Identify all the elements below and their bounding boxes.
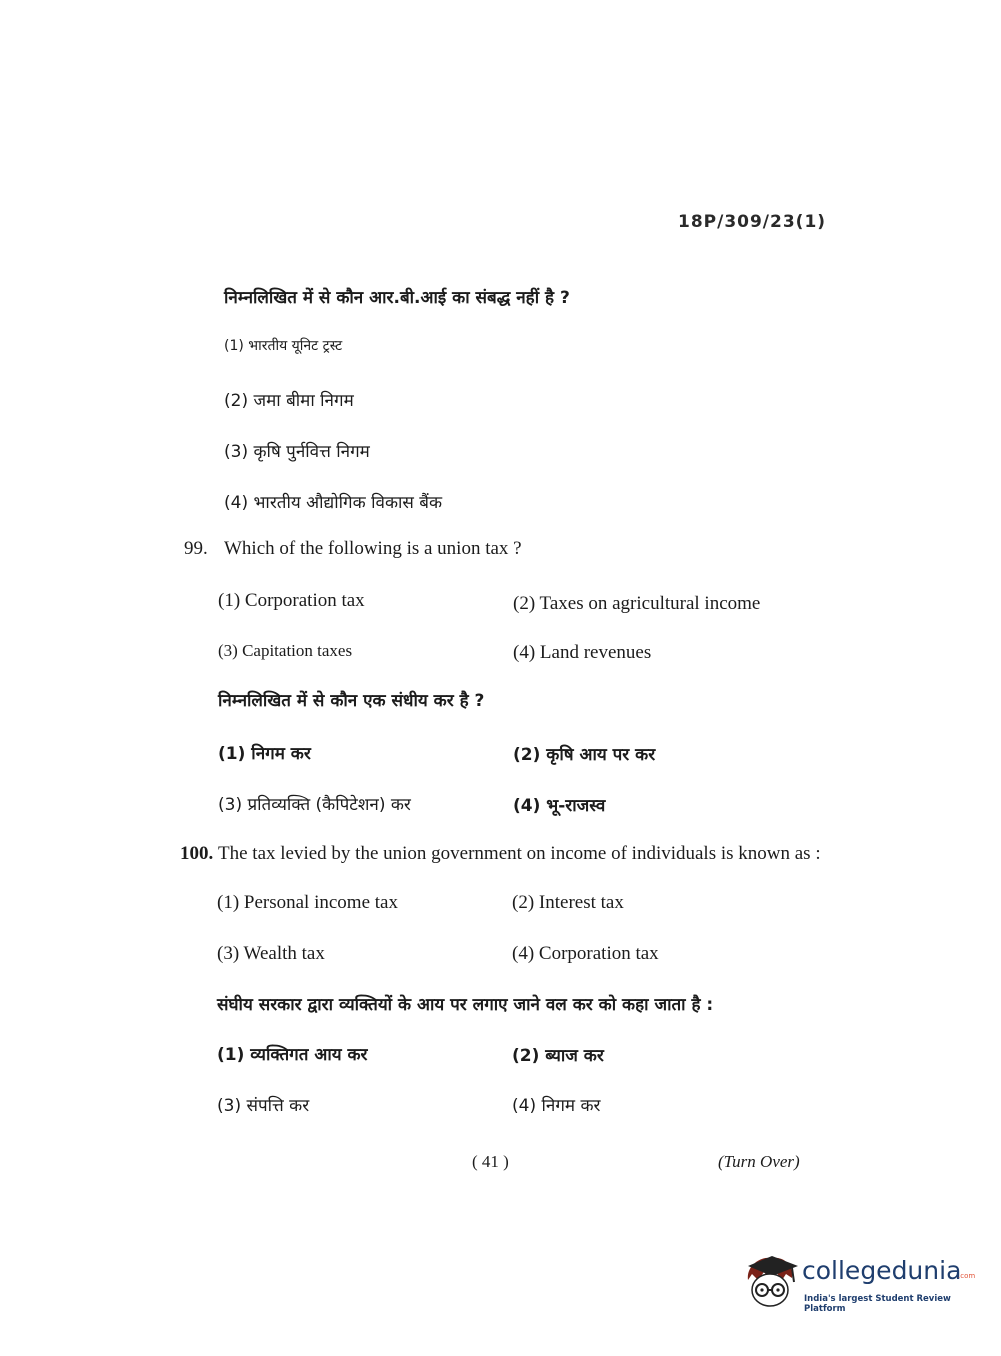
- q99-option-3: (3) Capitation taxes: [218, 641, 353, 660]
- q100-option-2: (2) Interest tax: [512, 892, 624, 913]
- brand-name: collegedunia: [802, 1256, 962, 1285]
- paper-code: 18P/309/23(1): [678, 212, 827, 232]
- q100-hindi-text: संघीय सरकार द्वारा व्यक्तियों के आय पर लगाए जाने वल कर को कहा जाता है :: [217, 995, 714, 1015]
- q98-hindi-text: निम्नलिखित में से कौन आर.बी.आई का संबद्ध नहीं है ?: [224, 288, 570, 308]
- q98-hindi-option-2: (2) जमा बीमा निगम: [224, 391, 354, 411]
- q99-hindi-option-3: (3) प्रतिव्यक्ति (कैपिटेशन) कर: [218, 795, 411, 815]
- brand-dotcom: .com: [958, 1272, 976, 1280]
- q99-text: Which of the following is a union tax ?: [224, 538, 522, 559]
- collegedunia-watermark: [742, 1250, 982, 1320]
- q99-number: 99.: [184, 538, 208, 559]
- q100-option-3: (3) Wealth tax: [217, 943, 325, 964]
- q99-hindi-option-4: (4) भू-राजस्व: [513, 796, 606, 816]
- q100-option-1: (1) Personal income tax: [217, 892, 398, 913]
- brand-tagline: India's largest Student Review Platform: [804, 1294, 951, 1314]
- q98-hindi-option-3: (3) कृषि पुर्नवित्त निगम: [224, 442, 370, 462]
- q100-number: 100.: [180, 843, 214, 864]
- q100-hindi-option-3: (3) संपत्ति कर: [217, 1096, 310, 1116]
- q99-hindi-option-1: (1) निगम कर: [218, 744, 311, 764]
- turn-over-label: (Turn Over): [718, 1152, 800, 1171]
- q100-option-4: (4) Corporation tax: [512, 943, 659, 964]
- q99-option-1: (1) Corporation tax: [218, 590, 365, 611]
- q99-hindi-option-2: (2) कृषि आय पर कर: [513, 745, 656, 765]
- q99-option-2: (2) Taxes on agricultural income: [513, 593, 761, 614]
- q98-hindi-option-1: (1) भारतीय यूनिट ट्रस्ट: [224, 338, 343, 354]
- q98-hindi-option-4: (4) भारतीय औद्योगिक विकास बैंक: [224, 493, 443, 513]
- page-number: ( 41 ): [472, 1152, 509, 1171]
- q100-text: The tax levied by the union government on income of individuals is known as :: [218, 843, 821, 864]
- q100-hindi-option-2: (2) ब्याज कर: [512, 1046, 604, 1066]
- student-mascot-icon: [742, 1254, 800, 1312]
- q100-hindi-option-4: (4) निगम कर: [512, 1096, 601, 1116]
- q99-hindi-text: निम्नलिखित में से कौन एक संधीय कर है ?: [218, 691, 485, 711]
- q100-hindi-option-1: (1) व्यक्तिगत आय कर: [217, 1045, 368, 1065]
- q99-option-4: (4) Land revenues: [513, 642, 652, 663]
